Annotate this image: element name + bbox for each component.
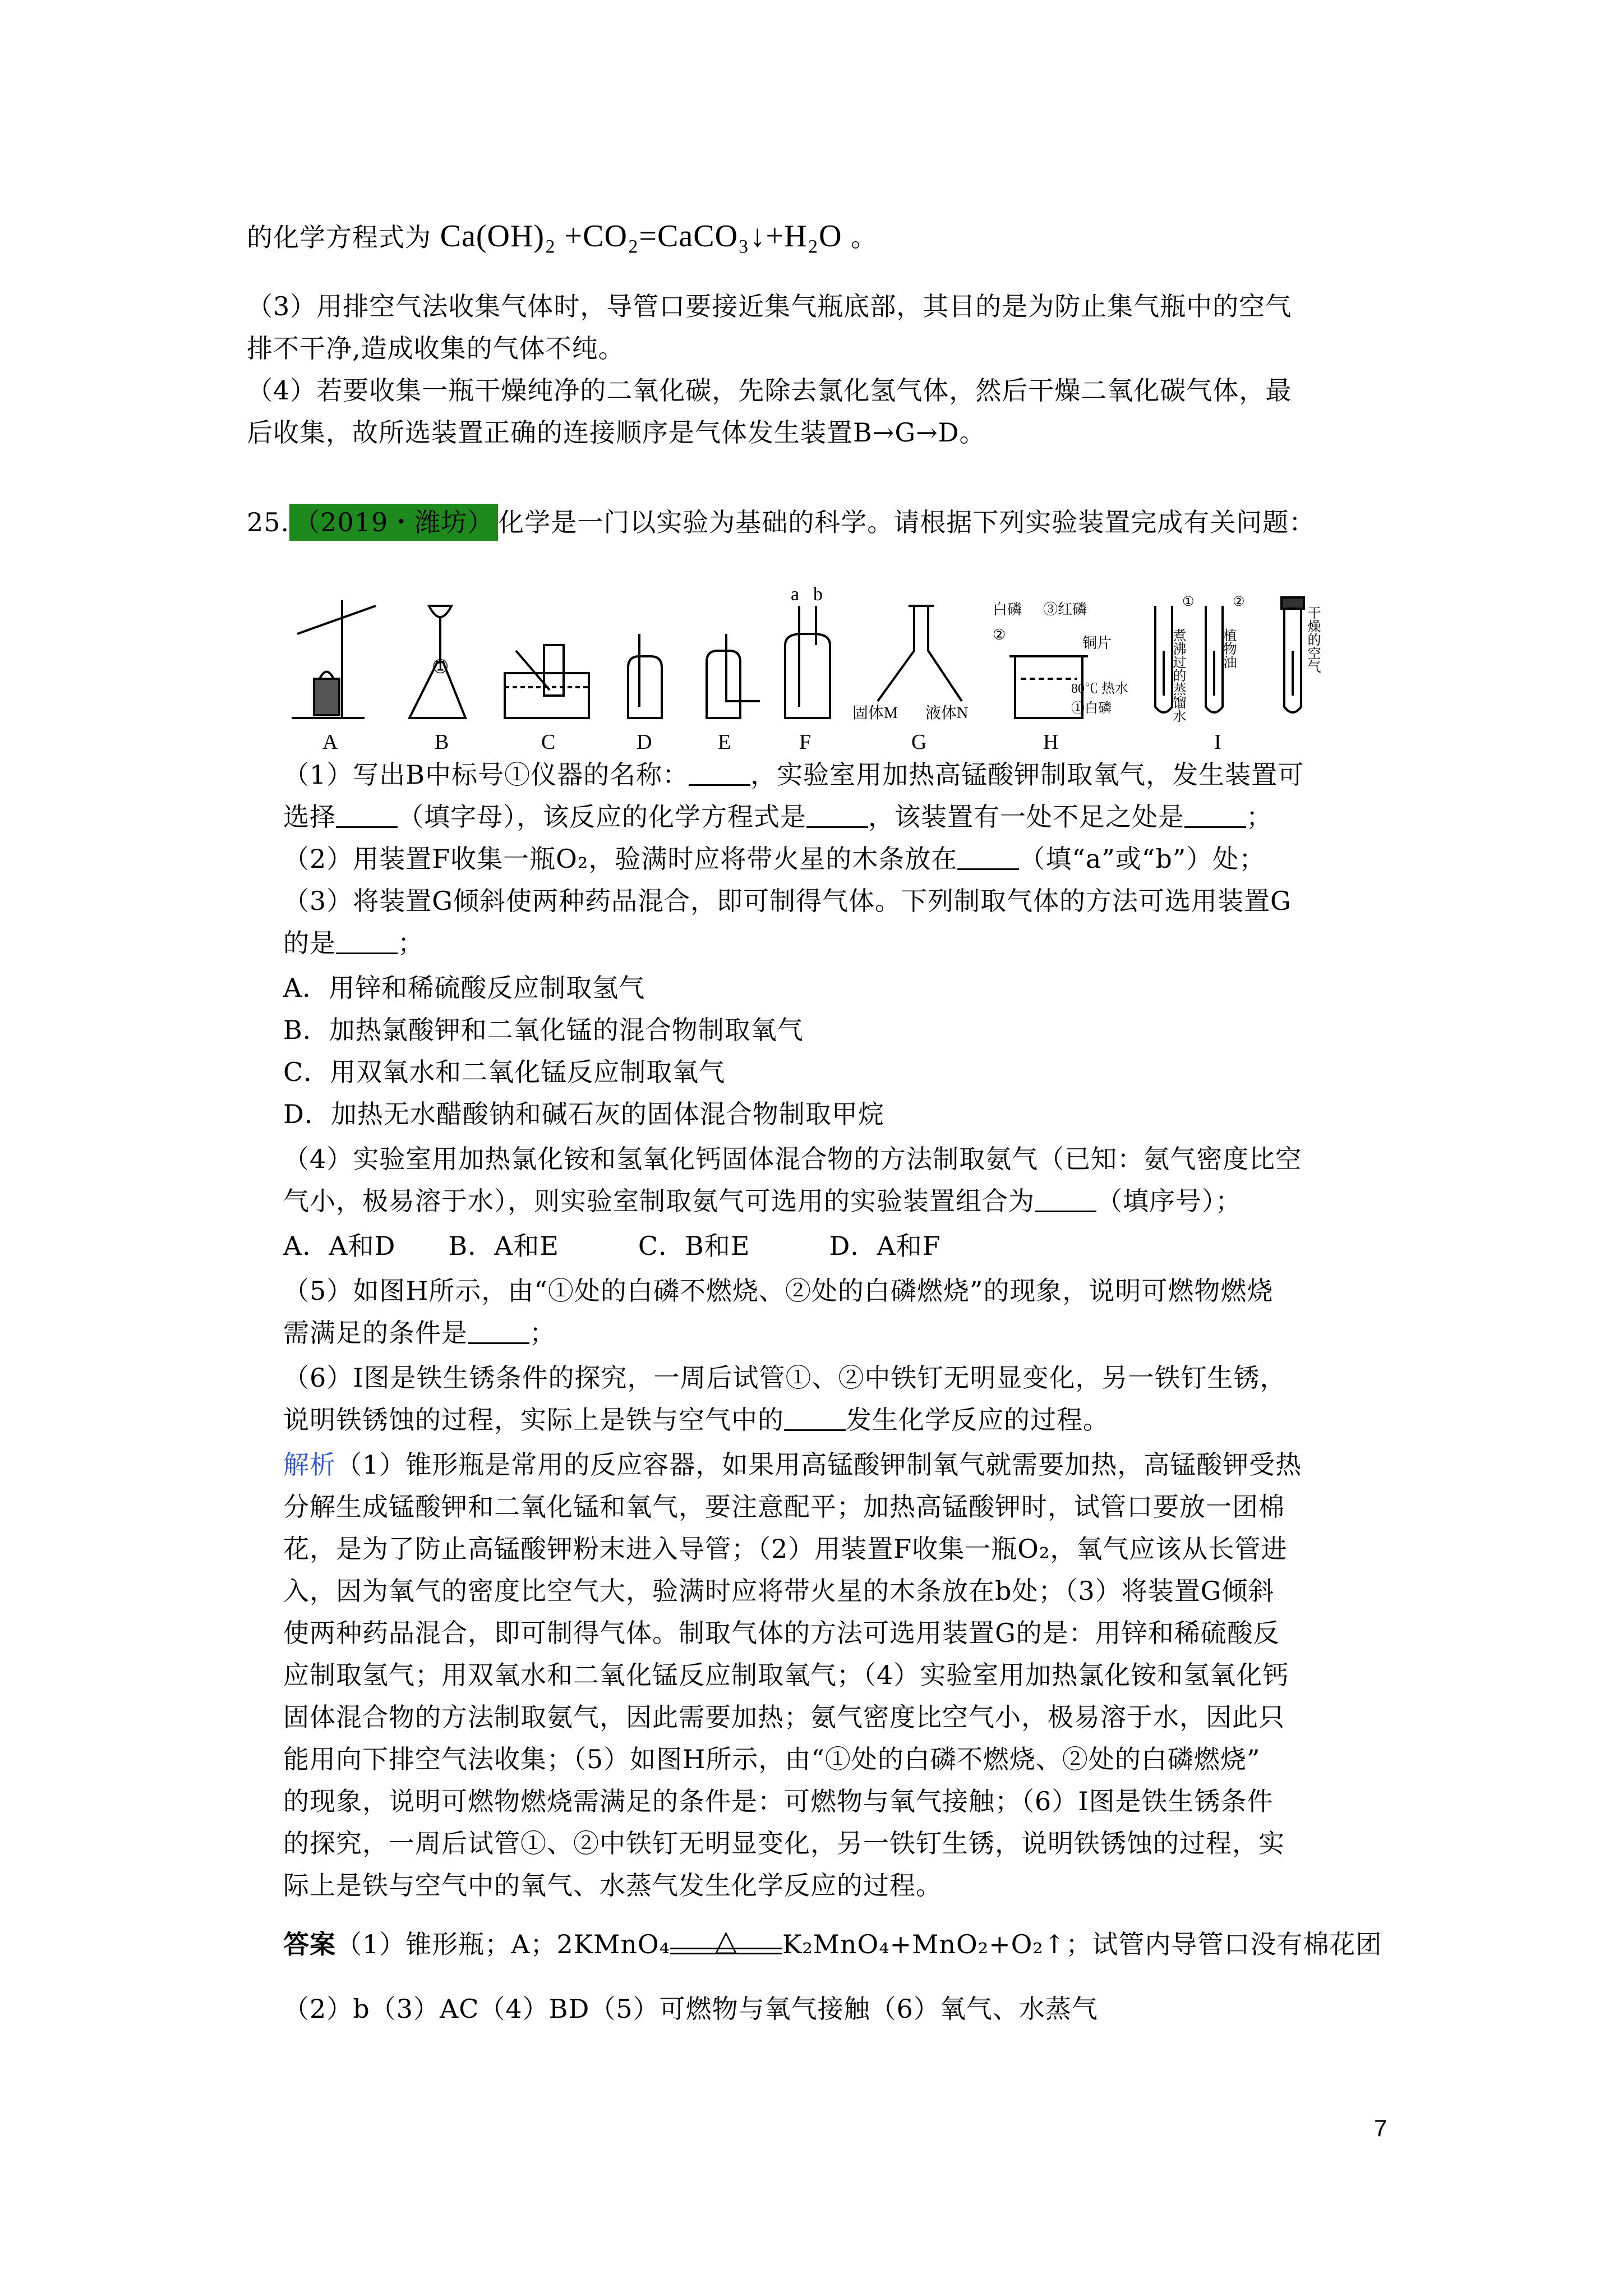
answer-blank[interactable]: [806, 804, 868, 828]
text-segment: 选择: [283, 802, 336, 832]
answer-blank[interactable]: [1035, 1188, 1096, 1212]
apparatus-e: [707, 634, 760, 718]
g-solid-label: 固体M: [852, 705, 898, 722]
i-tube1-label: 煮沸过的蒸馏水: [1170, 628, 1185, 723]
text-segment: ；: [529, 1318, 556, 1348]
h-mark2: ②: [993, 627, 1006, 643]
label-a: A: [322, 730, 338, 752]
text-segment: ，该装置有一处不足之处是: [868, 802, 1184, 832]
i-tube3-label: 干燥的空气: [1305, 606, 1320, 673]
equation-line: [247, 216, 877, 257]
source-tag: （2019・潍坊）: [289, 504, 498, 541]
question-part-5: （5）如图H所示，由“①处的白磷不燃烧、②处的白磷燃烧”的现象，说明可燃物燃烧: [283, 1276, 1274, 1306]
question-part-5-cont: [283, 1313, 556, 1353]
analysis-line: 使两种药品混合，即可制得气体。制取气体的方法可选用装置G的是：用锌和稀硫酸反: [283, 1618, 1280, 1648]
analysis-line: 能用向下排空气法收集；（5）如图H所示，由“①处的白磷不燃烧、②处的白磷燃烧”: [283, 1744, 1261, 1774]
answer-line-2: （2）b（3）AC（4）BD（5）可燃物与氧气接触（6）氧气、水蒸气: [283, 1994, 1098, 2024]
label-b: B: [435, 730, 449, 752]
analysis-line: 的探究，一周后试管①、②中铁钉无明显变化，另一铁钉生锈，说明铁锈蚀的过程，实: [283, 1828, 1285, 1858]
question-part-2: [283, 839, 1265, 879]
answer-blank[interactable]: [1184, 804, 1246, 828]
text-segment: 需满足的条件是: [283, 1318, 468, 1348]
text-segment: 气小，极易溶于水），则实验室制取氨气可选用的实验装置组合为: [283, 1186, 1035, 1216]
answer-blank[interactable]: [689, 762, 750, 786]
h-white-p: 白磷: [993, 601, 1022, 618]
question-part-6-cont: [283, 1400, 1109, 1440]
text-segment: （填字母），该反应的化学方程式是: [398, 802, 806, 832]
option-d: D．加热无水醋酸钠和碱石灰的固体混合物制取甲烷: [283, 1099, 884, 1129]
answer-blank[interactable]: [468, 1320, 529, 1344]
text-line: （4）若要收集一瓶干燥纯净的二氧化碳，先除去氯化氢气体，然后干燥二氧化碳气体，最: [247, 375, 1292, 406]
g-liquid-label: 液体N: [925, 705, 969, 722]
question-4-options: A．A和D B．A和E C．B和E D．A和F: [283, 1231, 941, 1261]
question-part-3-cont: [283, 923, 424, 963]
text-segment: ，实验室用加热高锰酸钾制取氧气，发生装置可: [750, 760, 1304, 790]
f-port-b: b: [813, 584, 823, 605]
b-mark-label: ①: [432, 657, 449, 678]
label-e: E: [718, 730, 731, 752]
heat-symbol: △: [714, 1924, 738, 1958]
analysis-line: 入，因为氧气的密度比空气大，验满时应将带火星的木条放在b处；（3）将装置G倾斜: [283, 1576, 1275, 1606]
label-f: F: [799, 730, 811, 752]
analysis-line: 固体混合物的方法制取氨气，因此需要加热；氨气密度比空气小，极易溶于水，因此只: [283, 1702, 1285, 1732]
analysis-line: 际上是铁与空气中的氧气、水蒸气发生化学反应的过程。: [283, 1870, 942, 1901]
label-g: G: [911, 730, 927, 752]
analysis-line: 分解生成锰酸钾和二氧化锰和氧气，要注意配平；加热高锰酸钾时，试管口要放一团棉: [283, 1492, 1285, 1522]
answer-blank[interactable]: [336, 804, 398, 828]
h-red-p: ③红磷: [1043, 601, 1087, 618]
label-i: I: [1214, 730, 1221, 752]
text-segment: 发生化学反应的过程。: [846, 1405, 1109, 1435]
i-tube2-label: 植物油: [1221, 628, 1235, 669]
text-segment: （填“a”或“b”）处；: [1019, 844, 1266, 874]
text-segment: （1）锥形瓶；A；2KMnO₄: [336, 1929, 670, 1959]
option-c: C．用双氧水和二氧化锰反应制取氧气: [283, 1057, 726, 1087]
text-line: 后收集，故所选装置正确的连接顺序是气体发生装置B→G→D。: [247, 417, 986, 448]
page-number: 7: [1374, 2115, 1387, 2141]
answer-blank[interactable]: [957, 846, 1019, 870]
label-d: D: [637, 730, 652, 752]
text-segment: （2）用装置F收集一瓶O₂，验满时应将带火星的木条放在: [283, 844, 958, 874]
option-b: B．加热氯酸钾和二氧化锰的混合物制取氧气: [283, 1015, 804, 1045]
apparatus-g: [878, 606, 962, 701]
analysis-line: 的现象，说明可燃物燃烧需满足的条件是：可燃物与氧气接触；（6）Ⅰ图是铁生锈条件: [283, 1786, 1274, 1816]
answer-blank[interactable]: [336, 930, 398, 954]
text-line: （3）用排空气法收集气体时，导管口要接近集气瓶底部，其目的是为防止集气瓶中的空气: [247, 291, 1292, 321]
reaction-arrow: [670, 1924, 782, 1964]
question-text: 化学是一门以实验为基础的科学。请根据下列实验装置完成有关问题：: [498, 507, 1316, 537]
text-segment: 的化学方程式为: [247, 222, 431, 252]
label-c: C: [541, 730, 556, 752]
analysis-label: 解析: [283, 1450, 336, 1480]
question-part-1: [283, 754, 1304, 795]
question-part-4-cont: [283, 1181, 1242, 1221]
answer-blank[interactable]: [784, 1407, 846, 1431]
question-number: 25.: [247, 507, 290, 537]
question-part-6: （6）Ⅰ图是铁生锈条件的探究，一周后试管①、②中铁钉无明显变化，另一铁钉生锈，: [283, 1363, 1287, 1393]
chemical-equation: Ca(OH)₂ +CO₂=CaCO₃↓+H₂O: [440, 219, 842, 254]
question-part-3: （3）将装置G倾斜使两种药品混合，即可制得气体。下列制取气体的方法可选用装置G: [283, 886, 1292, 916]
apparatus-a: [292, 600, 376, 718]
i-tube2-mark: ②: [1233, 595, 1245, 609]
text-segment: 的是: [283, 928, 336, 958]
question-part-1-cont: [283, 797, 1272, 837]
text-segment: ；: [1246, 802, 1272, 832]
h-water: 80℃ 热水: [1071, 682, 1128, 696]
text-segment: K₂MnO₄+MnO₂+O₂↑；试管内导管口没有棉花团: [782, 1929, 1382, 1959]
answer-line: [283, 1924, 1382, 1964]
apparatus-f: [785, 606, 830, 718]
answer-label: 答案: [283, 1929, 336, 1959]
text-segment: （1）写出B中标号①仪器的名称：: [283, 760, 689, 790]
text-segment: ；: [398, 928, 424, 958]
text-line: 排不干净,造成收集的气体不纯。: [247, 333, 625, 364]
f-port-a: a: [791, 584, 800, 605]
apparatus-d: [628, 634, 662, 718]
question-stem: [247, 502, 1315, 542]
h-copper: 铜片: [1082, 635, 1112, 651]
i-tube1-mark: ①: [1182, 595, 1195, 609]
text-segment: 。: [851, 222, 878, 252]
text-segment: 说明铁锈蚀的过程，实际上是铁与空气中的: [283, 1405, 784, 1435]
analysis-line: 花，是为了防止高锰酸钾粉末进入导管；（2）用装置F收集一瓶O₂，氧气应该从长管进: [283, 1534, 1288, 1564]
label-h: H: [1043, 730, 1059, 752]
option-a: A．用锌和稀硫酸反应制取氢气: [283, 973, 645, 1003]
apparatus-c: [505, 645, 589, 718]
h-mark1: ①白磷: [1071, 701, 1112, 716]
analysis-line: [283, 1444, 1302, 1485]
question-part-4: （4）实验室用加热氯化铵和氢氧化钙固体混合物的方法制取氨气（已知：氨气密度比空: [283, 1144, 1302, 1174]
analysis-line: 应制取氢气；用双氧水和二氧化锰反应制取氧气；（4）实验室用加热氯化铵和氢氧化钙: [283, 1660, 1289, 1690]
text-segment: （填序号）；: [1096, 1186, 1242, 1216]
text-segment: （1）锥形瓶是常用的反应容器，如果用高锰酸钾制氧气就需要加热，高锰酸钾受热: [336, 1450, 1302, 1480]
lab-apparatus-figure: [280, 583, 1402, 752]
